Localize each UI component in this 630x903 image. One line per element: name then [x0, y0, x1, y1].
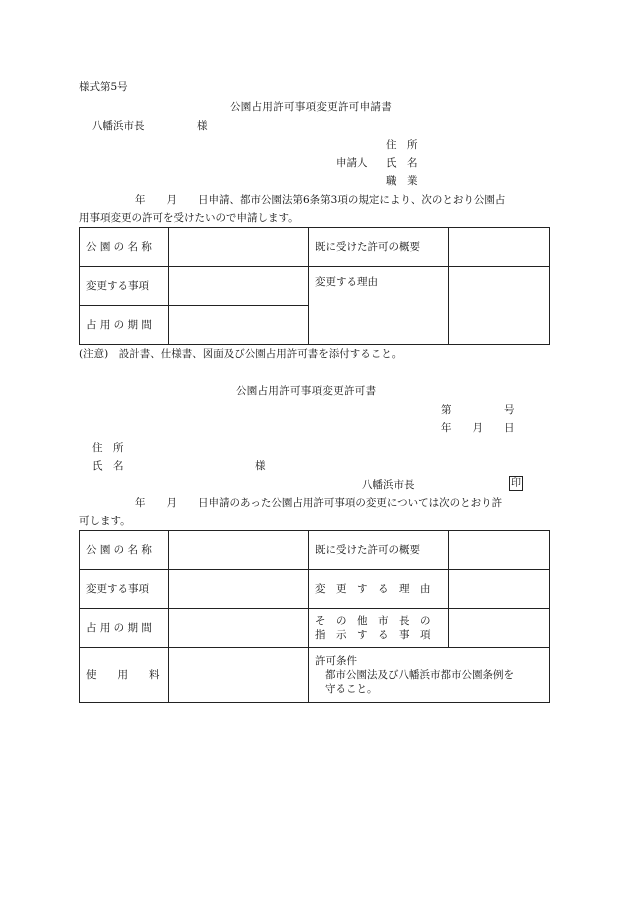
application-body-line2: 用事項変更の許可を受けたいので申請します。	[79, 212, 299, 224]
permit-park-name-value	[169, 531, 309, 570]
permit-prior-permit-label: 既に受けた許可の概要	[309, 531, 449, 570]
permit-occupancy-period-label: 占 用 の 期 間	[80, 609, 169, 648]
permit-address-label: 住 所	[92, 442, 124, 454]
permit-usage-fee-label: 使 用 料	[80, 648, 169, 703]
application-addressee: 八幡浜市長 様	[92, 120, 208, 132]
permit-other-instructions-label	[309, 609, 449, 648]
occupancy-period-value	[169, 306, 309, 345]
seal-stamp	[509, 476, 523, 491]
permit-usage-fee-value	[169, 648, 309, 703]
prior-permit-label: 既に受けた許可の概要	[309, 228, 449, 267]
permit-other-instructions-line1: そ の 他 市 長 の	[315, 615, 431, 627]
application-body-line1: 年 月 日申請、都市公園法第6条第3項の規定により、次のとおり公園占	[135, 194, 506, 206]
permit-title: 公園占用許可事項変更許可書	[236, 385, 377, 397]
applicant-label: 申請人	[336, 157, 368, 169]
park-name-label: 公 園 の 名 称	[80, 228, 169, 267]
permit-issuer: 八幡浜市長	[362, 479, 415, 491]
permit-change-reason-value	[449, 570, 550, 609]
permit-other-instructions-line2: 指 示 す る 事 項	[315, 629, 431, 641]
permit-occupancy-period-value	[169, 609, 309, 648]
change-reason-value	[449, 267, 550, 345]
permit-change-reason-label: 変 更 す る 理 由	[309, 570, 449, 609]
permit-sama: 様	[255, 460, 266, 472]
application-table	[79, 227, 550, 345]
permit-body-line1: 年 月 日申請のあった公園占用許可事項の変更については次のとおり許	[135, 497, 503, 509]
permit-change-item-label: 変更する事項	[80, 570, 169, 609]
permit-name-label: 氏 名	[92, 460, 124, 472]
permit-conditions	[309, 648, 550, 703]
change-item-value	[169, 267, 309, 306]
permit-change-item-value	[169, 570, 309, 609]
permit-body-line2: 可します。	[79, 515, 131, 527]
change-item-label: 変更する事項	[80, 267, 169, 306]
park-name-value	[169, 228, 309, 267]
form-number: 様式第5号	[79, 81, 128, 93]
permit-other-instructions-value	[449, 609, 550, 648]
permit-conditions-title: 許可条件	[315, 655, 357, 667]
prior-permit-value	[449, 228, 550, 267]
application-title: 公園占用許可事項変更許可申請書	[230, 101, 392, 113]
applicant-name-label: 氏 名	[386, 157, 418, 169]
application-note: (注意) 設計書、仕様書、図面及び公園占用許可書を添付すること。	[79, 348, 403, 360]
permit-conditions-line2: 守ること。	[325, 683, 378, 695]
permit-park-name-label: 公 園 の 名 称	[80, 531, 169, 570]
applicant-occupation-label: 職 業	[386, 175, 418, 187]
seal-mark: 印	[511, 478, 521, 489]
permit-number-line: 第 号	[441, 404, 515, 416]
permit-table	[79, 530, 550, 703]
change-reason-label: 変更する理由	[309, 267, 449, 345]
occupancy-period-label: 占 用 の 期 間	[80, 306, 169, 345]
applicant-address-label: 住 所	[386, 139, 418, 151]
permit-date-line: 年 月 日	[441, 422, 515, 434]
permit-conditions-line1: 都市公園法及び八幡浜市都市公園条例を	[325, 669, 514, 681]
permit-prior-permit-value	[449, 531, 550, 570]
